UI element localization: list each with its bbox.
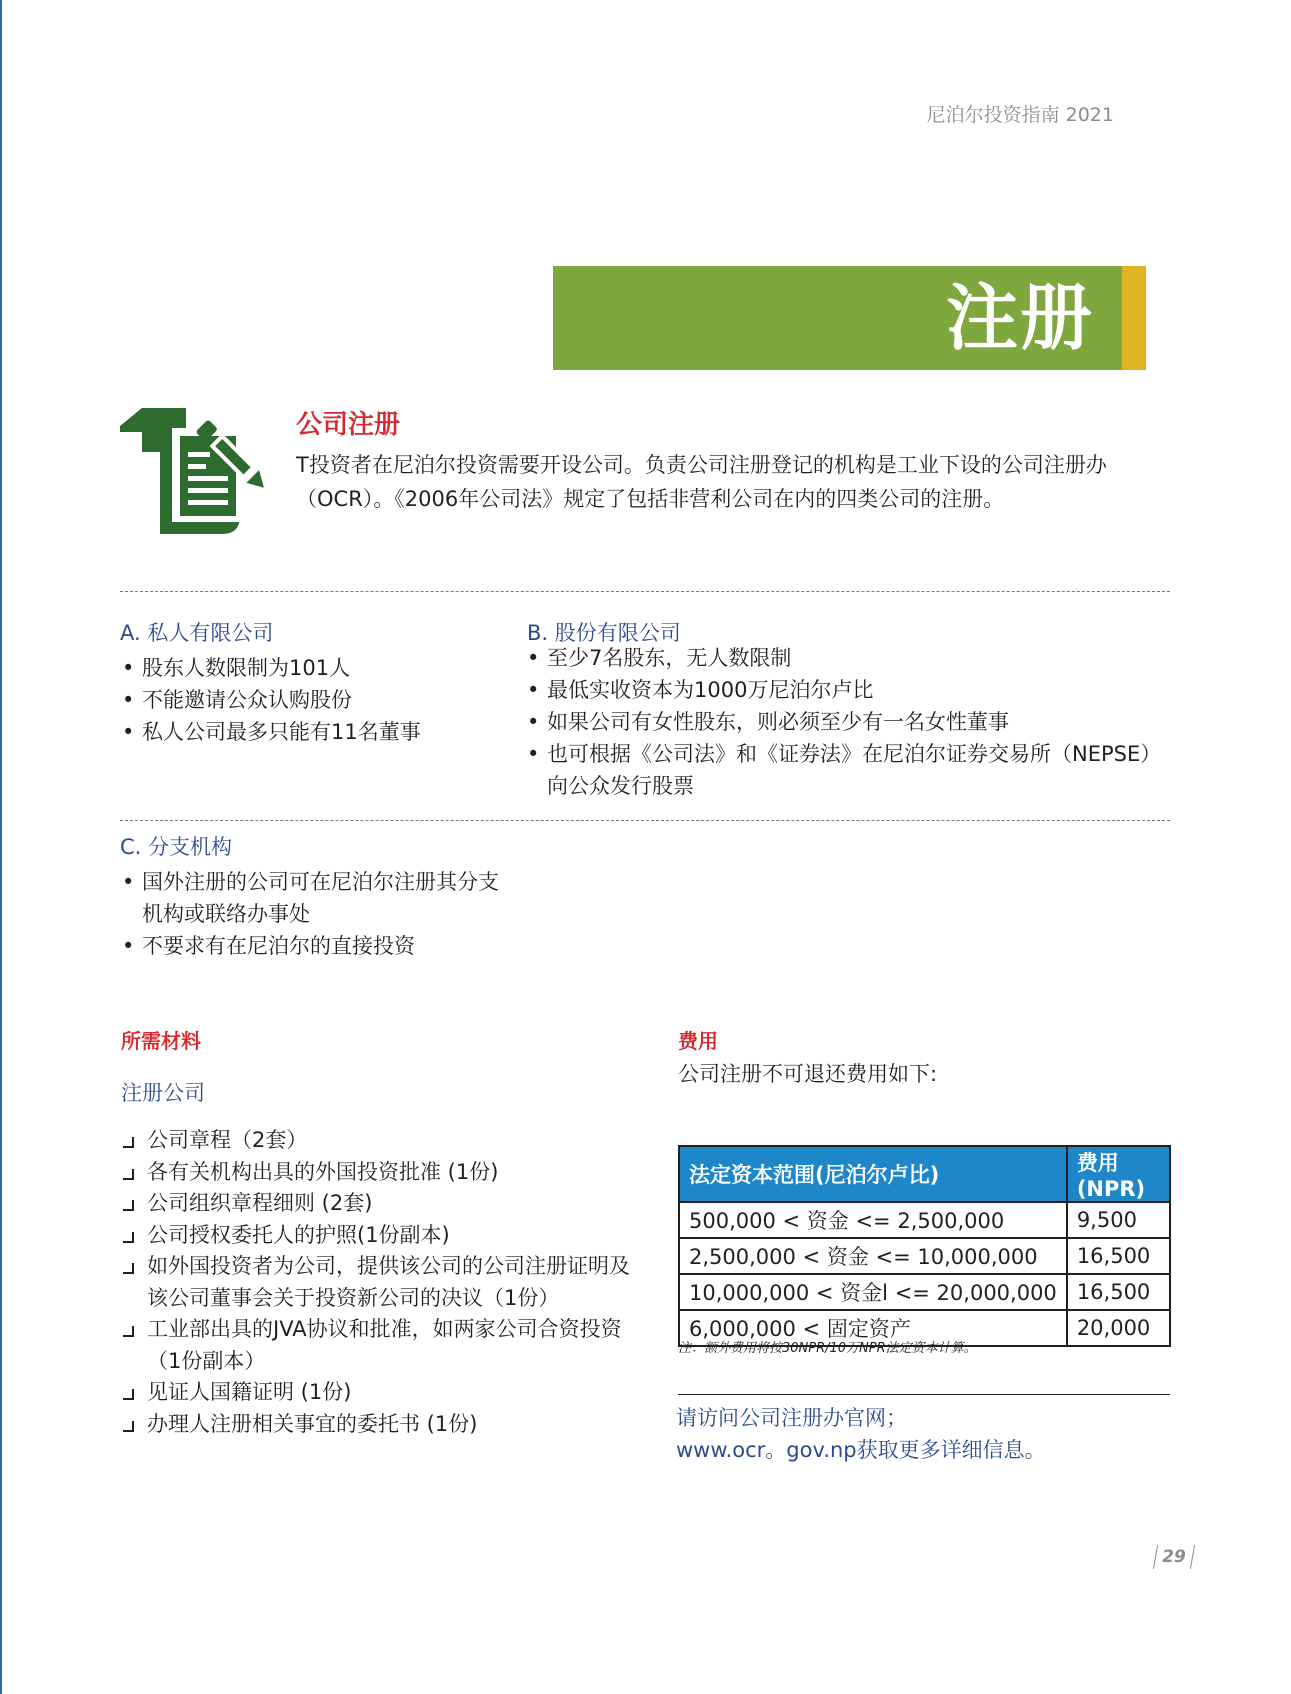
list-item: • 私人公司最多只能有11名董事 (120, 716, 500, 748)
title-banner (553, 266, 1146, 370)
table-cell: 6,000,000 < 固定资产 (679, 1310, 1067, 1346)
section-c-heading: C. 分支机构 (120, 835, 233, 859)
checkbox-icon (123, 1200, 134, 1211)
materials-checklist (121, 1125, 631, 1440)
column-header: 费用 (NPR) (1067, 1146, 1170, 1202)
fee-footnote: 注：额外费用将按30NPR/10万NPR法定资本计算。 (678, 1341, 977, 1356)
intro-body: T投资者在尼泊尔投资需要开设公司。负责公司注册登记的机构是工业下设的公司注册办（OCR）。《2006年公司法》规定了包括非营利公司在内的四类公司的注册。 (296, 453, 1107, 511)
title-accent-stripe (1122, 266, 1146, 370)
table-cell: 9,500 (1067, 1202, 1170, 1238)
table-cell: 500,000 < 资金 <= 2,500,000 (679, 1202, 1067, 1238)
list-item: • 也可根据《公司法》和《证券法》在尼泊尔证券交易所（NEPSE）向公众发行股票 (525, 738, 1165, 802)
list-item: • 不要求有在尼泊尔的直接投资 (120, 930, 510, 962)
section-b-heading: B. 股份有限公司 (527, 621, 681, 645)
checklist-item: 工业部出具的JVA协议和批准，如两家公司合资投资（1份副本） (121, 1314, 631, 1377)
checkbox-icon (123, 1263, 134, 1274)
intro-heading: 公司注册 (296, 410, 401, 440)
checkbox-icon (123, 1421, 134, 1432)
section-c-list (120, 866, 510, 962)
table-row (679, 1274, 1170, 1310)
table-cell: 16,500 (1067, 1238, 1170, 1274)
list-item: • 最低实收资本为1000万尼泊尔卢比 (525, 674, 1165, 706)
page-title: 注册 (945, 276, 1094, 360)
materials-heading: 所需材料 (121, 1029, 201, 1053)
list-item: • 如果公司有女性股东，则必须至少有一名女性董事 (525, 706, 1165, 738)
section-b-list (525, 642, 1165, 802)
checkbox-icon (123, 1232, 134, 1243)
list-item: • 股东人数限制为101人 (120, 652, 500, 684)
checklist-item: 办理人注册相关事宜的委托书 (1份) (121, 1409, 631, 1441)
left-edge-rule (0, 0, 2, 1694)
table-row (679, 1202, 1170, 1238)
fee-table (678, 1145, 1171, 1347)
table-cell: 2,500,000 < 资金 <= 10,000,000 (679, 1238, 1067, 1274)
checkbox-icon (123, 1137, 134, 1148)
document-edit-icon (120, 404, 270, 540)
list-item: • 国外注册的公司可在尼泊尔注册其分支机构或联络办事处 (120, 866, 510, 930)
table-row (679, 1238, 1170, 1274)
page-number: 29 (1153, 1545, 1195, 1569)
checklist-item: 各有关机构出具的外国投资批准 (1份) (121, 1157, 631, 1189)
checkbox-icon (123, 1389, 134, 1400)
fees-heading: 费用 (678, 1029, 718, 1053)
checklist-item: 公司组织章程细则 (2套) (121, 1188, 631, 1220)
checklist-item: 如外国投资者为公司，提供该公司的公司注册证明及该公司董事会关于投资新公司的决议（1份） (121, 1251, 631, 1314)
table-cell: 16,500 (1067, 1274, 1170, 1310)
table-cell: 10,000,000 < 资金l <= 20,000,000 (679, 1274, 1067, 1310)
checklist-item: 公司章程（2套） (121, 1125, 631, 1157)
section-a-heading: A. 私人有限公司 (120, 621, 274, 645)
list-item: • 不能邀请公众认购股份 (120, 684, 500, 716)
visit-line: 请访问公司注册办官网； (676, 1406, 907, 1430)
running-head: 尼泊尔投资指南 2021 (926, 104, 1114, 126)
visit-link[interactable]: www.ocr。gov.np获取更多详细信息。 (676, 1438, 1046, 1462)
checklist-item: 见证人国籍证明 (1份) (121, 1377, 631, 1409)
column-header: 法定资本范围(尼泊尔卢比) (679, 1146, 1067, 1202)
checkbox-icon (123, 1326, 134, 1337)
fees-intro: 公司注册不可退还费用如下: (678, 1062, 938, 1086)
list-item: • 至少7名股东，无人数限制 (525, 642, 1165, 674)
checkbox-icon (123, 1169, 134, 1180)
checklist-item: 公司授权委托人的护照(1份副本) (121, 1220, 631, 1252)
divider (120, 591, 1170, 592)
divider (120, 820, 1170, 821)
divider (678, 1394, 1170, 1395)
section-a-list (120, 652, 500, 748)
materials-subheading: 注册公司 (121, 1081, 205, 1105)
visit-website-note (676, 1402, 1046, 1466)
table-header-row (679, 1146, 1170, 1202)
table-cell: 20,000 (1067, 1310, 1170, 1346)
